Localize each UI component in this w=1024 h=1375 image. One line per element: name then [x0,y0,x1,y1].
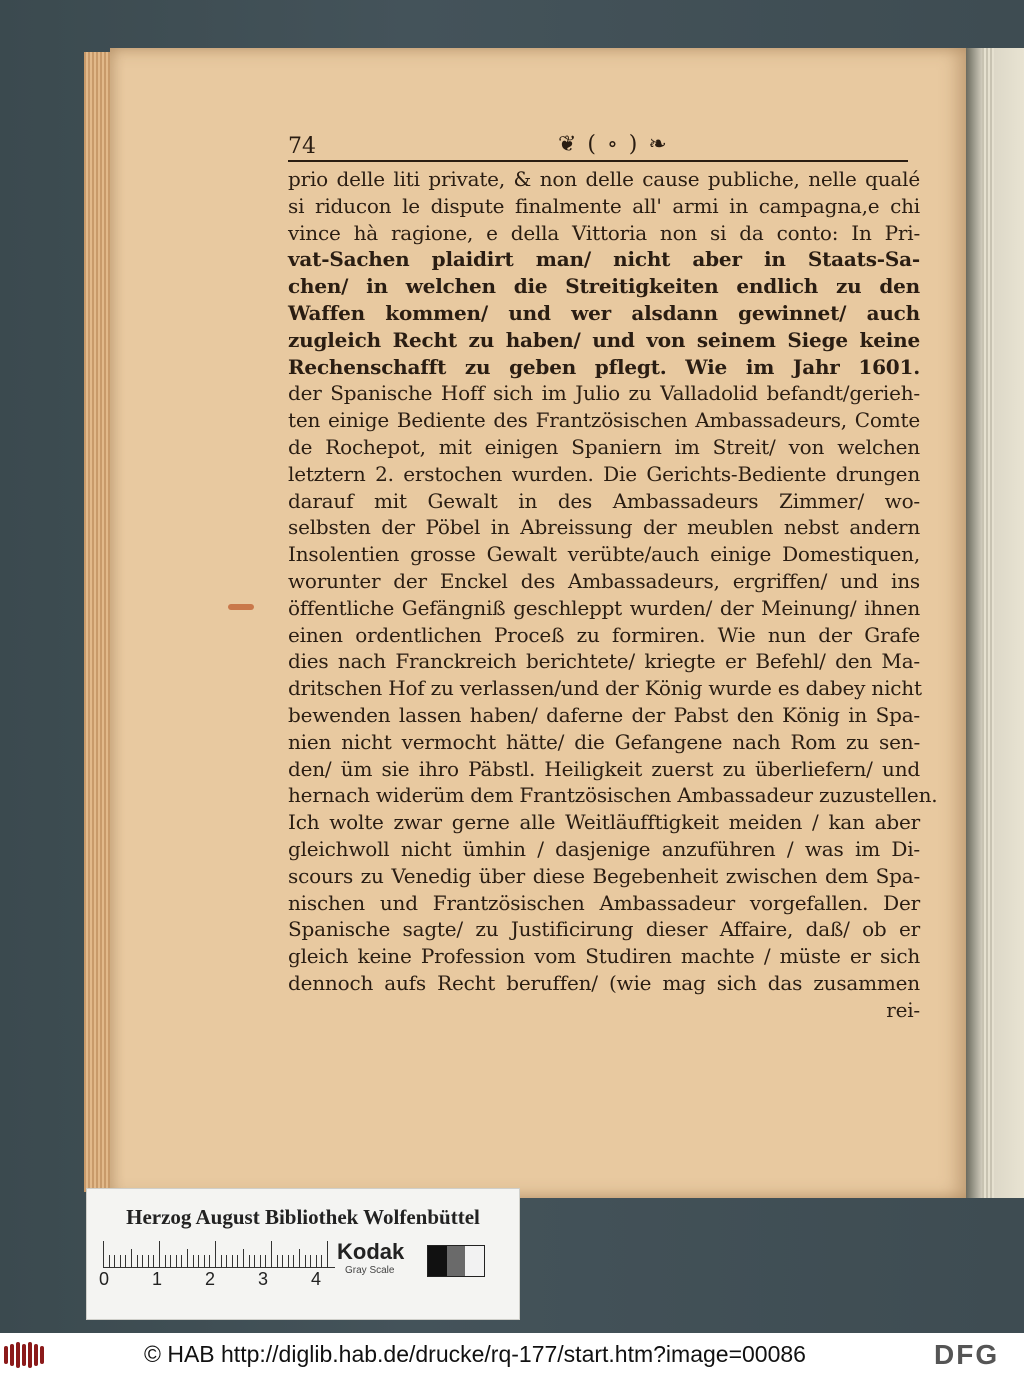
ruler-tick [237,1255,238,1267]
ruler-tick [114,1255,115,1267]
gray-scale-patches [427,1245,485,1277]
text-line: vince hà ragione, e della Vittoria non si da conto: In Pri- [288,220,920,245]
source-url[interactable]: © HAB http://diglib.hab.de/drucke/rq-177/start.htm?image=00086 [144,1341,806,1367]
text-line: nien nicht vermocht hätte/ die Gefangene nach Rom zu sen- [288,729,920,754]
dfg-logo: DFG [934,1339,1000,1370]
ruler-tick [265,1255,266,1267]
hab-logo-icon [4,1342,48,1368]
ruler-tick [120,1255,121,1267]
ruler-tick [176,1255,177,1267]
ruler-tick [226,1255,227,1267]
text-line: Spanische sagte/ zu Justificirung dieser Affaire, daß/ ob er [288,917,920,942]
ruler-tick [142,1255,143,1267]
ruler-tick [181,1255,182,1267]
ruler-tick [316,1255,317,1267]
text-line: scours zu Venedig über diese Begebenheit zwischen dem Spa- [288,863,920,888]
text-line: einen ordentlichen Proceß zu formiren. Wie nun der Grafe [288,622,920,647]
text-line: Insolentien grosse Gewalt verübte/auch einige Domestiquen, [288,542,920,567]
text-line: dies nach Franckreich berichtete/ kriegte er Befehl/ den Ma- [288,649,920,674]
text-line: letztern 2. erstochen wurden. Die Gerichts-Bediente drungen [288,461,920,486]
gray-patch [465,1246,484,1276]
ruler-tick [153,1255,154,1267]
ruler-tick [198,1255,199,1267]
scale-ruler [103,1241,335,1268]
text-line: öffentliche Gefängniß geschleppt wurden/ der Meinung/ ihnen [288,595,920,620]
facing-page-edge [966,48,1024,1198]
ruler-label: 4 [311,1269,322,1289]
ruler-tick [109,1255,110,1267]
ruler-tick [299,1249,300,1267]
text-line: darauf mit Gewalt in des Ambassadeurs Zimmer/ wo- [288,488,920,513]
ruler-label: 3 [258,1269,269,1289]
library-name: Herzog August Bibliothek Wolfenbüttel [126,1205,480,1229]
kodak-subtitle: Gray Scale [345,1265,395,1276]
ruler-tick [148,1255,149,1267]
text-line: hernach widerüm dem Frantzösischen Ambassadeur zuzustellen. [288,783,938,808]
ruler-label: 0 [99,1269,110,1289]
text-line: de Rochepot, mit einigen Spaniern im Streit/ von welchen [288,434,920,459]
ruler-tick [221,1255,222,1267]
ruler-tick [204,1255,205,1267]
text-line: zugleich Recht zu haben/ und von seinem Siege keine [288,327,920,352]
ruler-tick [321,1255,322,1267]
book-edge [84,52,112,1192]
ruler-tick [103,1241,104,1267]
ruler-tick [232,1255,233,1267]
ruler-label: 2 [205,1269,216,1289]
text-line: rei- [886,997,920,1022]
page-header [288,134,908,164]
text-line: si riducon le dispute finalmente all' armi in campagna,e chi [288,193,920,218]
text-line: nischen und Frantzösischen Ambassadeur vorgefallen. Der [288,890,920,915]
text-line: prio delle liti private, & non delle cause publiche, nelle qualé [288,167,920,191]
text-line: dennoch aufs Recht beruffen/ (wie mag sich das zusammen [288,970,920,995]
text-line: worunter der Enckel des Ambassadeurs, ergriffen/ und ins [288,568,920,593]
ruler-tick [293,1255,294,1267]
ruler-tick [165,1255,166,1267]
text-line: gleich keine Profession vom Studiren machte / müste er sich [288,944,920,969]
ruler-tick [125,1255,126,1267]
ruler-tick [137,1255,138,1267]
ruler-tick [305,1255,306,1267]
ruler-label: 1 [152,1269,163,1289]
color-target-card [86,1188,520,1320]
text-line: der Spanische Hoff sich im Julio zu Valladolid befandt/gerieh- [288,381,920,406]
text-line: chen/ in welchen die Streitigkeiten endlich zu den [288,274,920,299]
ruler-tick [288,1255,289,1267]
ruler-tick [193,1255,194,1267]
ruler-tick [209,1255,210,1267]
page-number: 74 [288,134,316,159]
ruler-tick [249,1255,250,1267]
text-line: ten einige Bediente des Frantzösischen Ambassadeurs, Comte [288,408,920,433]
margin-mark [228,604,254,610]
ruler-labels [99,1269,339,1293]
text-line: den/ üm sie ihro Päbstl. Heiligkeit zuerst zu überliefern/ und [288,756,920,781]
ruler-tick [260,1255,261,1267]
header-rule [288,160,908,162]
ruler-tick [277,1255,278,1267]
ruler-tick [187,1249,188,1267]
text-line: Waffen kommen/ und wer alsdann gewinnet/ auch [288,300,920,325]
text-line: bewenden lassen haben/ daferne der Pabst den König in Spa- [288,702,920,727]
ruler-tick [310,1255,311,1267]
ruler-tick [282,1255,283,1267]
ruler-tick [131,1249,132,1267]
body-text [288,166,938,1024]
gray-patch [447,1246,466,1276]
kodak-logo: Kodak [337,1239,405,1264]
ruler-tick [327,1241,328,1267]
text-line: gleichwoll nicht ümhin / dasjenige anzuführen / was im Di- [288,836,920,861]
ruler-tick [243,1249,244,1267]
ruler-tick [215,1241,216,1267]
text-line: Rechenschafft zu geben pflegt. Wie im Jahr 1601. [288,354,920,379]
header-ornament: ❦ ( ∘ ) ❧ [558,132,669,157]
text-line: Ich wolte zwar gerne alle Weitläufftigkeit meiden / kan aber [288,810,920,835]
ruler-tick [170,1255,171,1267]
ruler-tick [254,1255,255,1267]
text-line: dritschen Hof zu verlassen/und der König wurde es dabey nicht [288,676,922,701]
text-line: vat-Sachen plaidirt man/ nicht aber in Staats-Sa- [288,247,920,272]
ruler-tick [271,1241,272,1267]
footer-bar [0,1333,1024,1375]
ruler-tick [159,1241,160,1267]
text-line: selbsten der Pöbel in Abreissung der meublen nebst andern [288,515,920,540]
gray-patch [428,1246,447,1276]
